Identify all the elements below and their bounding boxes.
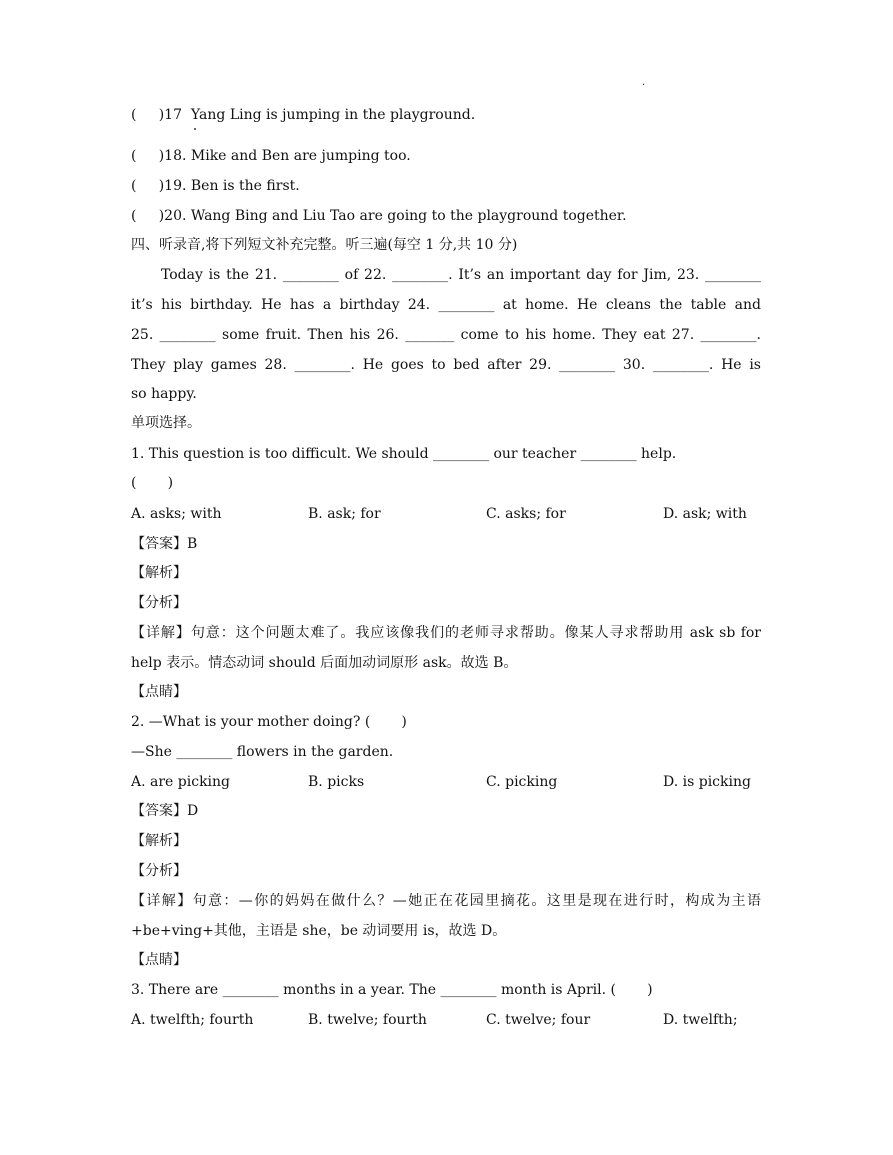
item-20: ( )20. Wang Bing and Liu Tao are going to the playground together. [131,208,627,224]
q1-dianjing: 【点睛】 [131,684,187,700]
q2-detail-line-2: +be+ving+其他，主语是 she，be 动词要用 is，故选 D。 [131,923,507,939]
q3-option-d: D. twelfth; [663,1012,738,1028]
q1-fenxi: 【分析】 [131,595,187,611]
q2-option-a: A. are picking [131,774,231,790]
q1-detail-line-2: help 表示。情态动词 should 后面加动词原形 ask。故选 B。 [131,655,518,671]
stray-dot [194,128,196,130]
item-19: ( )19. Ben is the first. [131,178,300,194]
q3-option-a: A. twelfth; fourth [131,1012,254,1028]
q2-option-b: B. picks [308,774,365,790]
q3-option-b: B. twelve; fourth [308,1012,427,1028]
q1-detail-line-1: 【详解】句意：这个问题太难了。我应该像我们的老师寻求帮助。像某人寻求帮助用 ask sb for [131,625,761,641]
passage-line-4: They play games 28. ________. He goes to bed after 29. ________ 30. ________. He is [131,357,761,373]
passage-line-5: so happy. [131,386,197,402]
q2-answer: 【答案】D [131,803,199,819]
q1-jiexi: 【解析】 [131,565,187,581]
q3-stem: 3. There are ________ months in a year. The ________ month is April. ( ) [131,982,653,998]
q1-option-c: C. asks; for [486,506,566,522]
q1-option-a: A. asks; with [131,506,222,522]
passage-line-1: Today is the 21. ________ of 22. ________. It’s an important day for Jim, 23. ________ [161,267,761,283]
item-18: ( )18. Mike and Ben are jumping too. [131,148,411,164]
q2-dianjing: 【点睛】 [131,952,187,968]
q2-stem-2: —She ________ flowers in the garden. [131,744,394,760]
q3-option-c: C. twelve; four [486,1012,591,1028]
q2-stem: 2. —What is your mother doing? ( ) [131,714,407,730]
section-title: 单项选择。 [131,415,201,431]
q2-fenxi: 【分析】 [131,863,187,879]
q2-option-d: D. is picking [663,774,751,790]
q1-stem: 1. This question is too difficult. We should ________ our teacher ________ help. [131,446,677,462]
q2-jiexi: 【解析】 [131,833,187,849]
header-mark: . [642,77,646,88]
part4-heading: 四、听录音,将下列短文补充完整。听三遍(每空 1 分,共 10 分) [131,237,518,253]
q2-option-c: C. picking [486,774,558,790]
q1-paren: ( ) [131,475,174,491]
passage-line-3: 25. ________ some fruit. Then his 26. _______ come to his home. They eat 27. ________. [131,327,761,343]
q1-answer: 【答案】B [131,536,198,552]
item-17: ( )17 Yang Ling is jumping in the playground. [131,107,476,123]
passage-line-2: it’s his birthday. He has a birthday 24. ________ at home. He cleans the table and [131,297,761,313]
q1-option-b: B. ask; for [308,506,381,522]
q2-detail-line-1: 【详解】句意：—你的妈妈在做什么？—她正在花园里摘花。这里是现在进行时，构成为主语 [131,893,761,909]
q1-option-d: D. ask; with [663,506,747,522]
